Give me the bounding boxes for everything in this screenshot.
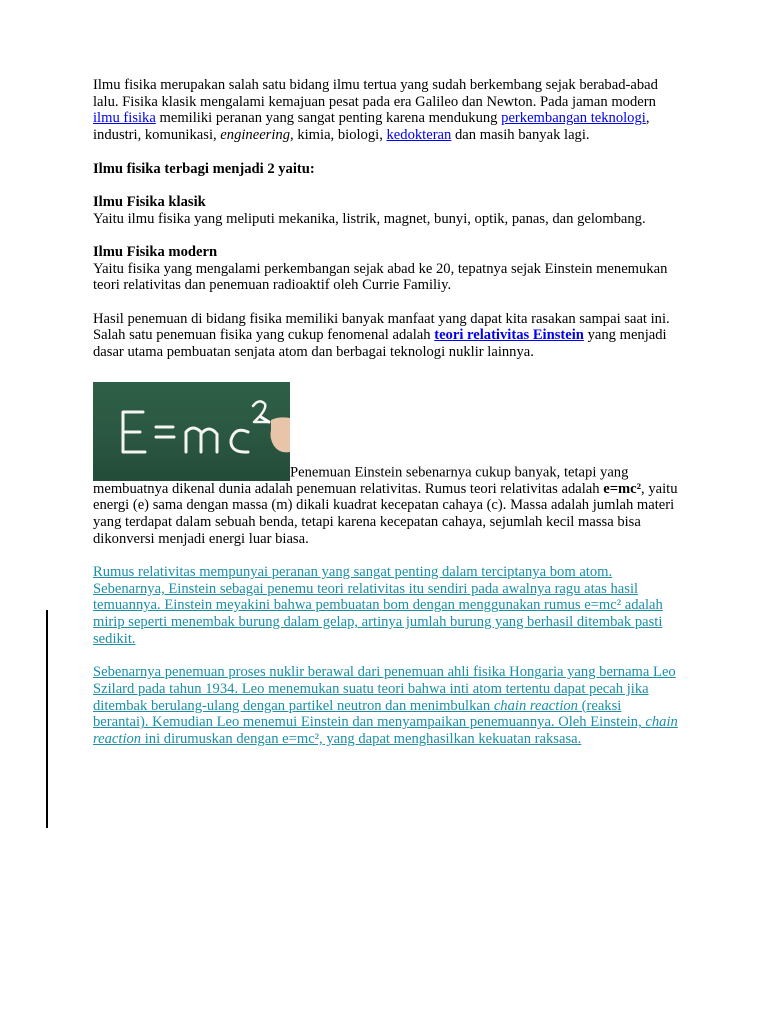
link-ilmu-fisika[interactable]: ilmu fisika xyxy=(93,110,156,127)
quote-text: Sebenarnya penemuan proses nuklir berawal dari penemuan ahli fisika Hongaria yang bernama Leo Szilard pada tahun 1934. Leo menemukan suatu teori bahwa inti atom tertentu dapat pecah jika ditembak berulang-ulang dengan partikel neutron dan menimbulkan xyxy=(93,664,676,714)
einstein-text: , yaitu energi (e) sama dengan massa (m) dikali kuadrat kecepatan cahaya (c). Massa adalah jumlah materi yang terdapat dalam sebuah benda, tetapi karena kecepatan cahaya, sejumlah kecil massa bisa dikonversi menjadi energi luar biasa. xyxy=(93,480,678,547)
quote-text: (reaksi berantai). Kemudian Leo menemui Einstein dan menyampaikan penemuannya. Oleh Einstein, xyxy=(93,697,646,731)
classic-section xyxy=(93,194,678,227)
division-heading-text: Ilmu fisika terbagi menjadi 2 yaitu: xyxy=(93,160,315,177)
quote-emphasis: chain reaction xyxy=(493,697,578,714)
classic-text: Yaitu ilmu fisika yang meliputi mekanika, listrik, magnet, bunyi, optik, panas, dan gelombang. xyxy=(93,210,646,227)
document-body xyxy=(93,77,678,748)
intro-paragraph xyxy=(93,77,678,144)
einstein-text: Penemuan Einstein sebenarnya cukup banyak, tetapi yang membuatnya dikenal dunia adalah penemuan relativitas. Rumus teori relativitas adalah xyxy=(93,463,629,497)
classic-heading: Ilmu Fisika klasik xyxy=(93,193,206,210)
intro-emphasis: engineering xyxy=(220,127,291,144)
change-bar xyxy=(46,610,48,828)
discovery-text: yang menjadi dasar utama pembuatan senjata atom dan berbagai teknologi nuklir lainnya. xyxy=(93,327,667,361)
link-teori-relativitas[interactable]: teori relativitas Einstein xyxy=(434,327,584,344)
discovery-paragraph xyxy=(93,311,678,361)
formula-bold: e=mc² xyxy=(603,480,642,497)
intro-text: Ilmu fisika merupakan salah satu bidang ilmu tertua yang sudah berkembang sejak berabad-abad lalu. Fisika klasik mengalami kemajuan pesat pada era Galileo dan Newton. Pada jaman modern xyxy=(93,77,658,110)
intro-text: dan masih banyak lagi. xyxy=(451,127,590,144)
quote-paragraph-1[interactable]: Rumus relativitas mempunyai peranan yang sangat penting dalam terciptanya bom atom. Sebenarnya, Einstein sebagai penemu teori relativitas itu sendiri pada awalnya ragu atas hasil temuannya. Einstein meyakini bahwa pembuatan bom dengan menggunakan rumus e=mc² adalah mirip seperti menembak burung dalam gelap, artinya jumlah burung yang berhasil ditembak pasti sedikit. xyxy=(93,564,663,647)
modern-heading: Ilmu Fisika modern xyxy=(93,243,218,260)
modern-section xyxy=(93,244,678,294)
intro-text: memiliki peranan yang sangat penting karena mendukung xyxy=(155,110,502,127)
intro-text: , kimia, biologi, xyxy=(290,127,387,144)
modern-text: Yaitu fisika yang mengalami perkembangan sejak abad ke 20, tepatnya sejak Einstein menemukan teori relativitas dan penemuan radioaktif oleh Currie Familiy. xyxy=(93,260,668,294)
quote-paragraph-2[interactable] xyxy=(93,664,678,748)
quote-emphasis: chain reaction xyxy=(93,714,678,748)
quote-text: ini dirumuskan dengan e=mc², yang dapat menghasilkan kekuatan raksasa. xyxy=(141,731,582,748)
chalkboard-drawing xyxy=(93,382,290,481)
link-kedokteran[interactable]: kedokteran xyxy=(386,127,452,144)
discovery-text: Hasil penemuan di bidang fisika memiliki banyak manfaat yang dapat kita rasakan sampai saat ini. Salah satu penemuan fisika yang cukup fenomenal adalah xyxy=(93,310,670,344)
link-perkembangan-teknologi[interactable]: perkembangan teknologi xyxy=(501,110,646,127)
einstein-paragraph xyxy=(93,382,678,548)
chalkboard-image xyxy=(93,382,290,481)
intro-text: , industri, komunikasi, xyxy=(93,110,650,144)
division-heading xyxy=(93,161,678,178)
